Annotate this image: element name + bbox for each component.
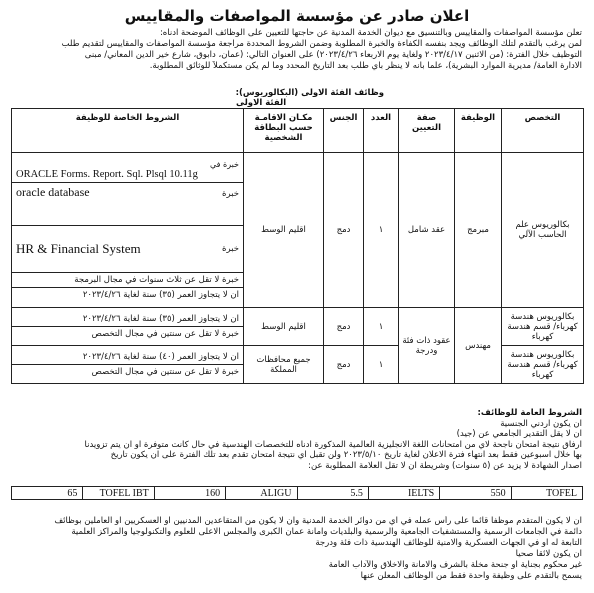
page-title: اعلان صادر عن مؤسسة المواصفات والمقاييس xyxy=(124,7,470,25)
cell-specialty: بكالوريوس هندسة كهرباء/ قسم هندسة كهرباء xyxy=(502,346,584,384)
cell-specialty: بكالوريوس علم الحاسب الآلي xyxy=(502,153,584,308)
requirement-experience: خبرة لا تقل عن سنتين في مجال التخصص xyxy=(91,367,239,377)
condition-line: التابعة له او في الجهات العسكرية والامنية للوظائف الهندسية ذات فئة ودرجة xyxy=(315,538,582,548)
condition-line: ان لا يكون المتقدم موظفاً قائماً على رأس عمله في اي من دوائر الخدمة المدنية وان لا يكون من المتقاعدين المدنيين او العسكريين او العاملين بوظائف xyxy=(54,516,582,526)
scores-table xyxy=(11,486,583,500)
score-exam: TOFEL xyxy=(511,487,582,500)
intro-paragraph xyxy=(10,28,582,72)
jobs-table xyxy=(11,108,584,384)
first-category-label: الفئة الاولى xyxy=(236,98,287,108)
header-specialty: التخصص xyxy=(502,109,584,153)
cell-appointment: عقود ذات فئة ودرجة xyxy=(399,308,455,384)
score-exam: IELTS xyxy=(368,487,439,500)
cell-requirements xyxy=(12,308,244,346)
general-condition: ان لا يقل التقدير الجامعي عن (جيد) xyxy=(456,429,582,440)
cell-job: مهندس xyxy=(455,308,502,384)
score-exam: TOFEL IBT xyxy=(83,487,154,500)
intro-line: تعلن مؤسسة المواصفات والمقاييس وبالتنسيق مع ديوان الخدمة المدنية عن حاجتها للتعيين على الوظائف الموضحة ادناه: xyxy=(159,28,582,38)
header-job: الوظيفة xyxy=(455,109,502,153)
condition-line: غير محكوم بجناية او جنحة مخلة بالشرف والامانة والاخلاق والآداب العامة xyxy=(328,560,582,570)
intro-line: الادارة العامة/ مديرية الموارد البشرية)، علماً بانه لا ينظر باي طلب بعد التاريخ المحدد وما لم يكن مستكملاً للوثائق المطلوبة. xyxy=(149,61,582,71)
score-value: 160 xyxy=(154,487,225,500)
cell-residence: جميع محافظات المملكة xyxy=(244,346,324,384)
table-row xyxy=(12,308,584,346)
cell-gender: دمج xyxy=(324,153,364,308)
general-condition: اصدار الشهادة لا يزيد عن (٥ سنوات) وشريطة ان لا تقل العلامة المطلوبة عن: xyxy=(308,460,582,471)
header-requirements: الشروط الخاصة للوظيفة xyxy=(12,109,244,153)
requirement-oracle-forms: خبرة في ORACLE Forms. Report. Sql. Plsql 10.11g xyxy=(12,158,243,183)
cell-residence: اقليم الوسط xyxy=(244,308,324,346)
general-condition: بها خلال اسبوعين فقط بعد انتهاء فترة الاعلان لغاية تاريخ ٢٠٢٣/٥/١٠ ولن تقبل اي نتيجة امتحان تقدم بعد تلك الفترة على ان يكون تاريخ xyxy=(110,450,582,461)
cell-requirements xyxy=(12,153,244,308)
cell-count: ١ xyxy=(364,346,399,384)
requirement-experience: خبرة لا تقل عن سنتين في مجال التخصص xyxy=(91,329,239,339)
score-value: 5.5 xyxy=(297,487,368,500)
score-exam: ALIGU xyxy=(226,487,297,500)
cell-count: ١ xyxy=(364,308,399,346)
cell-residence: اقليم الوسط xyxy=(244,153,324,308)
cell-count: ١ xyxy=(364,153,399,308)
header-count: العدد xyxy=(364,109,399,153)
cell-appointment: عقد شامل xyxy=(399,153,455,308)
requirement-age: ان لا يتجاوز العمر (٣٥) سنة لغاية ٢٠٢٣/٤/٢٦ xyxy=(82,290,239,300)
table-row xyxy=(12,153,584,308)
score-value: 65 xyxy=(12,487,83,500)
header-residence: مكـان الاقامـة حسب البطاقة الشخصية xyxy=(244,109,324,153)
general-conditions-title: الشروط العامة للوظائف: xyxy=(477,408,582,418)
requirement-age: ان لا يتجاوز العمر (٤٠) سنة لغاية ٢٠٢٣/٤/٢٦ xyxy=(12,350,243,365)
score-value: 550 xyxy=(440,487,511,500)
intro-line: لمن يرغب بالتقدم لتلك الوظائف ويجد بنفسه الكفاءة والخبرة المطلوبة وضمن الشروط المحددة مراجعة مؤسسة المواصفات والمقاييس لتقديم طلب xyxy=(61,39,582,49)
section-label: وظائف الفئة الاولى (البكالوريوس): xyxy=(235,88,384,98)
general-conditions xyxy=(10,408,582,472)
requirement-hr-system: خبرة HR & Financial System xyxy=(12,226,243,273)
scores-row xyxy=(12,487,583,500)
requirement-age: ان لا يتجاوز العمر (٣٥) سنة لغاية ٢٠٢٣/٤/٢٦ xyxy=(12,312,243,327)
general-condition: ان يكون اردني الجنسية xyxy=(500,418,582,429)
condition-line: دائمة في الجامعات الرسمية والمستشفيات الجامعية والرسمية والبلديات وامانة عمان الكبرى والمجلس الاعلى للعلوم والتكنولوجيا والمراكز العلمية xyxy=(71,527,582,537)
general-condition: ارفاق نتيجة امتحان ناجحة لاي من امتحانات اللغة الانجليزية العالمية المذكورة ادناه للتخصصات الهندسية في حال كانت متوفرة او ان يتم تزويدنا xyxy=(84,439,582,450)
condition-line: يسمح بالتقدم على وظيفة واحدة فقط من الوظائف المعلن عنها xyxy=(360,571,582,581)
additional-conditions xyxy=(10,516,582,582)
header-appointment: صفة التعيين xyxy=(399,109,455,153)
cell-gender: دمج xyxy=(324,346,364,384)
cell-requirements xyxy=(12,346,244,384)
condition-line: ان يكون لائقاً صحياً xyxy=(515,549,582,559)
requirement-experience: خبرة لا تقل عن ثلاث سنوات في مجال البرمجة xyxy=(12,273,243,288)
table-header-row xyxy=(12,109,584,153)
cell-specialty: بكالوريوس هندسة كهرباء/ قسم هندسة كهرباء xyxy=(502,308,584,346)
header-gender: الجنس xyxy=(324,109,364,153)
cell-job: مبرمج xyxy=(455,153,502,308)
intro-line: التوظيف خلال الفترة: (من الاثنين ٢٠٢٣/٤/١٧ ولغاية يوم الاربعاء ٢٠٢٣/٤/٢٦) على العنوان التالي: (عمان، دابوق، شارع خير الدين المعاني/ مبنى xyxy=(84,50,582,60)
requirement-oracle-db: خبرة oracle database xyxy=(12,183,243,226)
cell-gender: دمج xyxy=(324,308,364,346)
